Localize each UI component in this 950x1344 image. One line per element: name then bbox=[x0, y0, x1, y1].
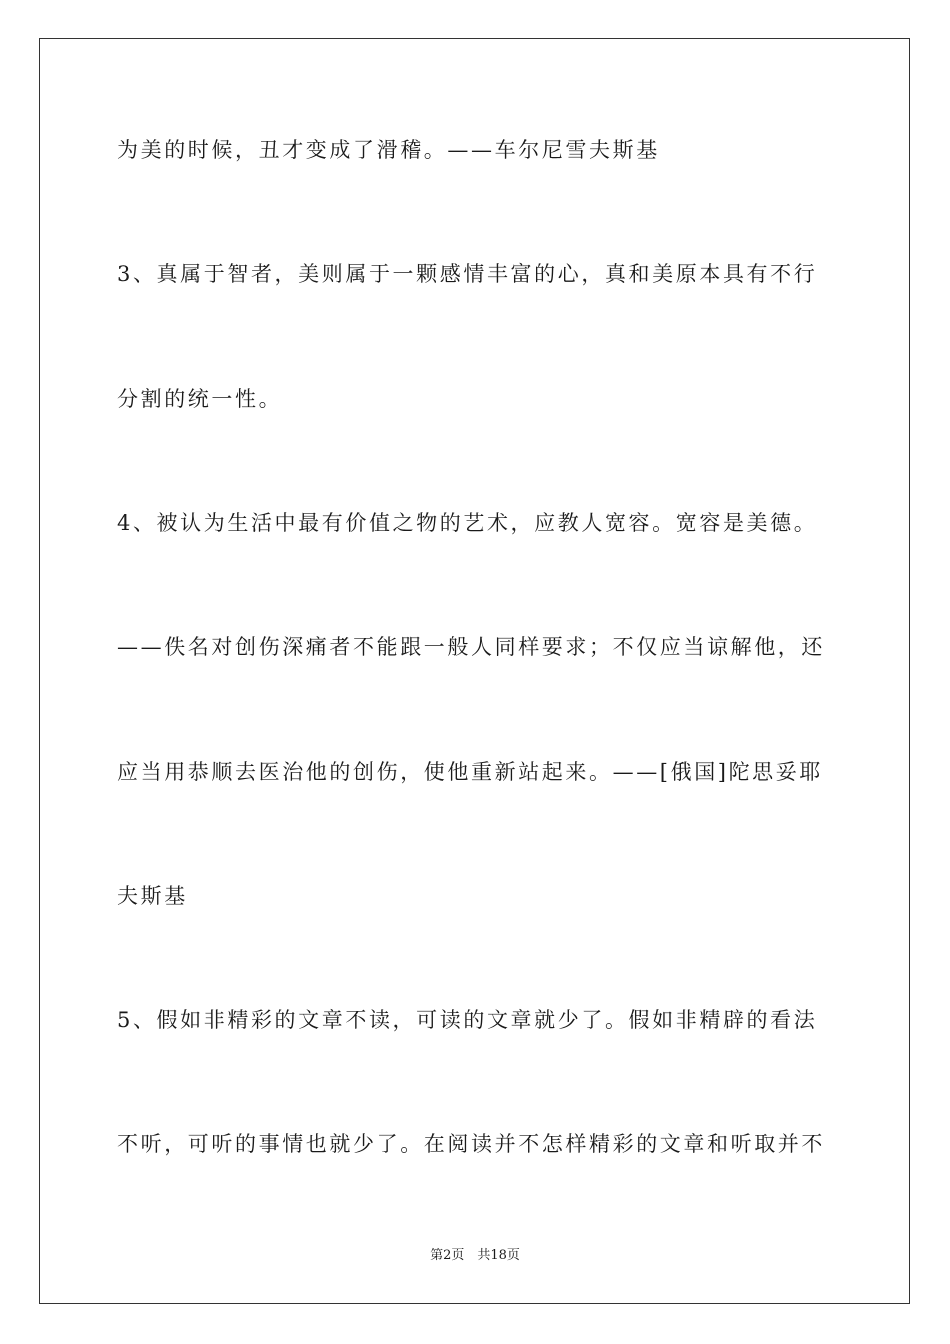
body-text-line: 应当用恭顺去医治他的创伤，使他重新站起来。——[俄国]陀思妥耶 bbox=[117, 760, 823, 784]
page-number-footer: 第2页 共18页 bbox=[430, 1248, 520, 1263]
body-text-line: 分割的统一性。 bbox=[117, 387, 283, 411]
body-text-line: ——佚名对创伤深痛者不能跟一般人同样要求；不仅应当谅解他，还 bbox=[117, 635, 825, 659]
body-text-line: 4、被认为生活中最有价值之物的艺术，应教人宽容。宽容是美德。 bbox=[117, 511, 818, 535]
body-text-line: 为美的时候，丑才变成了滑稽。——车尔尼雪夫斯基 bbox=[117, 138, 660, 162]
page-border bbox=[39, 38, 910, 1304]
body-text-line: 5、假如非精彩的文章不读，可读的文章就少了。假如非精辟的看法 bbox=[117, 1008, 818, 1032]
body-text-line: 3、真属于智者，美则属于一颗感情丰富的心，真和美原本具有不行 bbox=[117, 262, 818, 286]
body-text-line: 不听，可听的事情也就少了。在阅读并不怎样精彩的文章和听取并不 bbox=[117, 1132, 825, 1156]
body-text-line: 夫斯基 bbox=[117, 884, 188, 908]
